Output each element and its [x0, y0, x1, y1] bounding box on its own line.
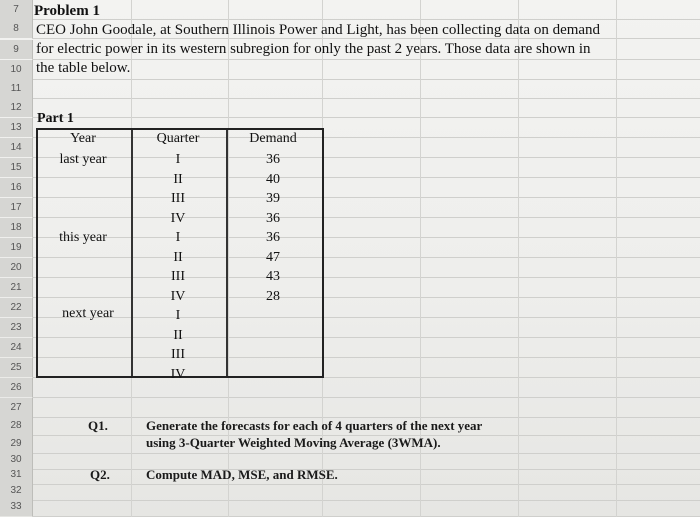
- row-number[interactable]: 25: [0, 358, 33, 377]
- row-gridline: [32, 469, 700, 470]
- row-number[interactable]: 20: [0, 258, 33, 277]
- demand-cell[interactable]: 28: [266, 289, 280, 304]
- row-number[interactable]: 21: [0, 278, 33, 297]
- row-gridline: [32, 397, 700, 398]
- demand-cell[interactable]: 39: [266, 191, 280, 206]
- quarter-cell[interactable]: I: [175, 308, 181, 323]
- row-number[interactable]: 8: [0, 19, 33, 38]
- row-number[interactable]: 15: [0, 158, 33, 177]
- row-number[interactable]: 30: [0, 450, 33, 469]
- row-gridline: [32, 59, 700, 60]
- intro-line-3: the table below.: [36, 60, 131, 76]
- demand-cell[interactable]: 40: [266, 172, 280, 187]
- column-gridline: [616, 0, 617, 517]
- row-number[interactable]: 22: [0, 298, 33, 317]
- q1-line-1: Generate the forecasts for each of 4 quarters of the next year: [146, 418, 483, 433]
- header-quarter: Quarter: [156, 131, 200, 146]
- quarter-cell[interactable]: I: [175, 152, 181, 167]
- quarter-cell[interactable]: III: [171, 269, 185, 284]
- header-year: Year: [70, 131, 96, 146]
- row-gridline: [32, 79, 700, 80]
- q1-label: Q1.: [88, 418, 108, 433]
- demand-cell[interactable]: 47: [266, 250, 280, 265]
- intro-line-1: CEO John Goodale, at Southern Illinois Power and Light, has been collecting data on demand: [36, 22, 601, 38]
- row-number[interactable]: 32: [0, 481, 33, 500]
- row-number[interactable]: 14: [0, 138, 33, 157]
- problem-title: Problem 1: [34, 3, 100, 19]
- quarter-cell[interactable]: IV: [170, 367, 186, 382]
- row-gridline: [32, 117, 700, 118]
- quarter-cell[interactable]: II: [173, 172, 183, 187]
- row-gridline: [32, 500, 700, 501]
- column-gridline: [518, 0, 519, 517]
- row-number[interactable]: 12: [0, 98, 33, 117]
- quarter-cell[interactable]: II: [173, 250, 183, 265]
- q2-label: Q2.: [90, 467, 110, 482]
- row-gridline: [32, 453, 700, 454]
- quarter-cell[interactable]: IV: [170, 211, 186, 226]
- row-number[interactable]: 13: [0, 118, 33, 137]
- row-gridline: [32, 484, 700, 485]
- row-number[interactable]: 7: [0, 0, 33, 19]
- q2-line-1: Compute MAD, MSE, and RMSE.: [146, 467, 338, 482]
- row-number[interactable]: 28: [0, 416, 33, 435]
- row-number[interactable]: 17: [0, 198, 33, 217]
- demand-cell[interactable]: 43: [266, 269, 280, 284]
- year-label-next: next year: [62, 306, 114, 321]
- row-number[interactable]: 11: [0, 79, 33, 98]
- q1-line-2: using 3-Quarter Weighted Moving Average (3WMA).: [146, 435, 441, 450]
- quarter-cell[interactable]: II: [173, 328, 183, 343]
- part-label: Part 1: [37, 111, 74, 126]
- quarter-cell[interactable]: III: [171, 191, 185, 206]
- row-gridline: [32, 98, 700, 99]
- row-number[interactable]: 18: [0, 218, 33, 237]
- intro-line-2: for electric power in its western subregion for only the past 2 years. Those data are shown in: [36, 41, 591, 57]
- quarter-cell[interactable]: I: [175, 230, 181, 245]
- demand-cell[interactable]: 36: [266, 211, 280, 226]
- row-number[interactable]: 19: [0, 238, 33, 257]
- row-number[interactable]: 10: [0, 60, 33, 79]
- row-number[interactable]: 29: [0, 434, 33, 453]
- row-gridline: [32, 19, 700, 20]
- quarter-cell[interactable]: IV: [170, 289, 186, 304]
- row-number[interactable]: 33: [0, 497, 33, 516]
- row-number[interactable]: 31: [0, 465, 33, 484]
- year-label-last: last year: [59, 152, 107, 167]
- demand-cell[interactable]: 36: [266, 152, 280, 167]
- header-demand: Demand: [249, 131, 297, 146]
- row-number[interactable]: 24: [0, 338, 33, 357]
- row-number[interactable]: 16: [0, 178, 33, 197]
- quarter-cell[interactable]: III: [171, 347, 185, 362]
- row-number[interactable]: 9: [0, 40, 33, 59]
- row-number[interactable]: 26: [0, 378, 33, 397]
- year-label-this: this year: [59, 230, 107, 245]
- demand-cell[interactable]: 36: [266, 230, 280, 245]
- row-number[interactable]: 27: [0, 398, 33, 417]
- row-number[interactable]: 23: [0, 318, 33, 337]
